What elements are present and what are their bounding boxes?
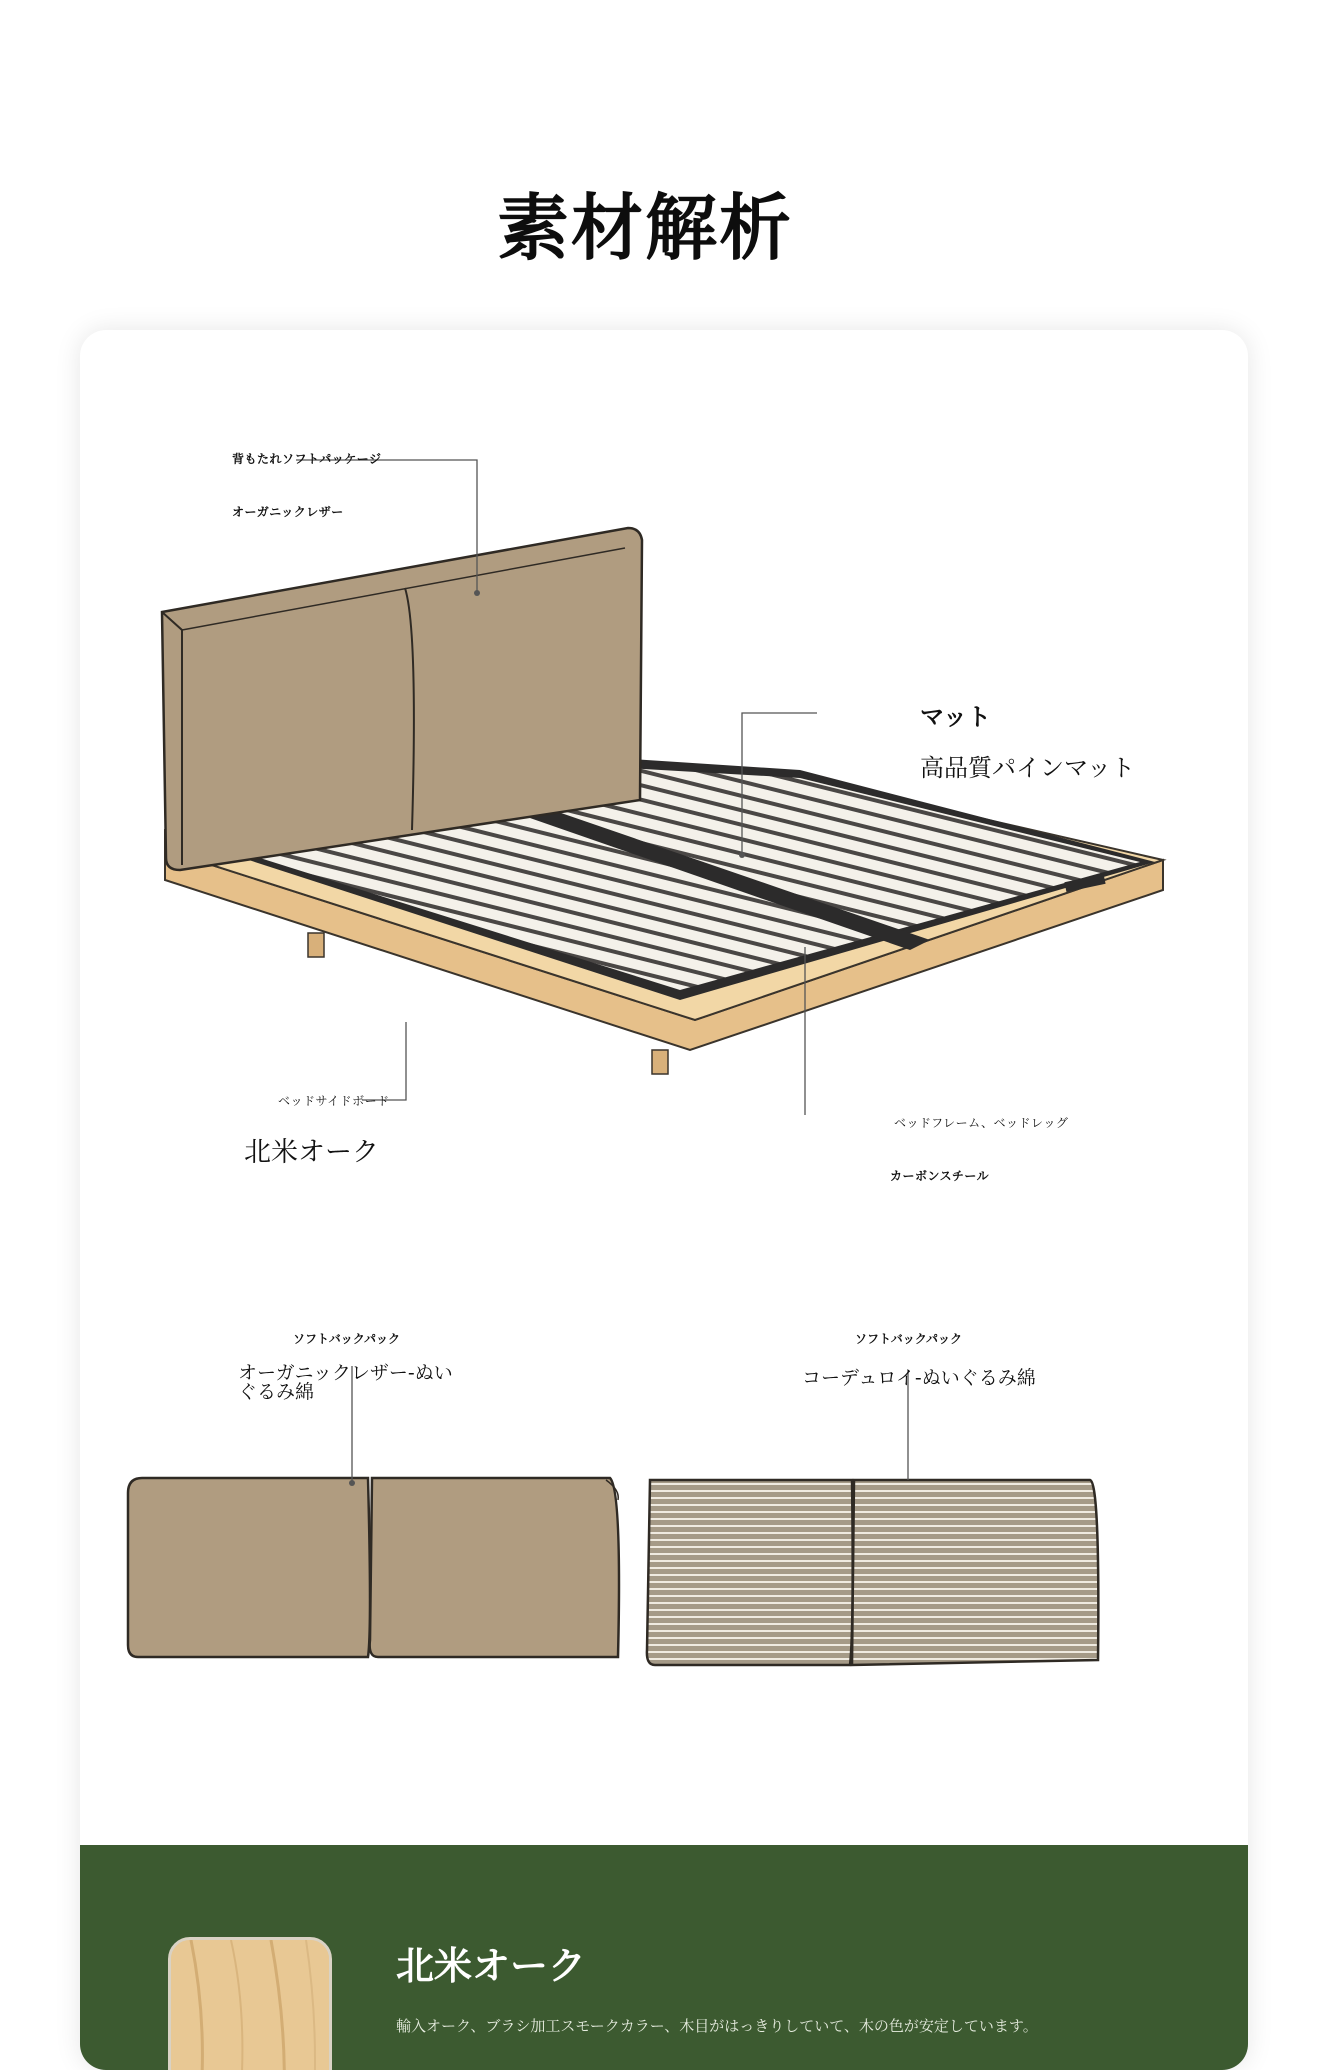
frame-label: ベッドフレーム、ベッドレッグ: [894, 1116, 1069, 1130]
cushion-right-material: コーデュロイ-ぬいぐるみ綿: [802, 1367, 1036, 1389]
cushion-left-material-1: オーガニックレザー-ぬい: [238, 1362, 453, 1384]
frame-material: カーボンスチール: [890, 1169, 990, 1183]
bed-illustration: [80, 330, 1248, 1790]
side-board-material: 北米オーク: [244, 1137, 379, 1168]
leather-cushions: [128, 1366, 619, 1657]
material-description: 輸入オーク、ブラシ加工スモークカラー、木目がはっきりしていて、木の色が安定しています。: [396, 2017, 1038, 2035]
side-board-label: ベッドサイドボード: [278, 1094, 390, 1108]
oak-swatch-image: [168, 1937, 332, 2070]
cushion-left-material-2: ぐるみ綿: [238, 1381, 315, 1403]
cushion-right-label: ソフトバックパック: [855, 1332, 963, 1346]
mattress-label: マット: [920, 703, 992, 731]
page-title: 素材解析: [496, 186, 793, 270]
headboard-label: 背もたれソフトパッケージ: [232, 452, 382, 466]
corduroy-cushions: [647, 1367, 1098, 1665]
material-card: [80, 330, 1248, 2070]
mattress-material: 高品質パインマット: [920, 754, 1136, 782]
cushion-left-label: ソフトバックパック: [293, 1332, 401, 1346]
material-section: [80, 1845, 1248, 2070]
headboard-material: オーガニックレザー: [232, 505, 344, 519]
material-title: 北米オーク: [396, 1944, 587, 1988]
